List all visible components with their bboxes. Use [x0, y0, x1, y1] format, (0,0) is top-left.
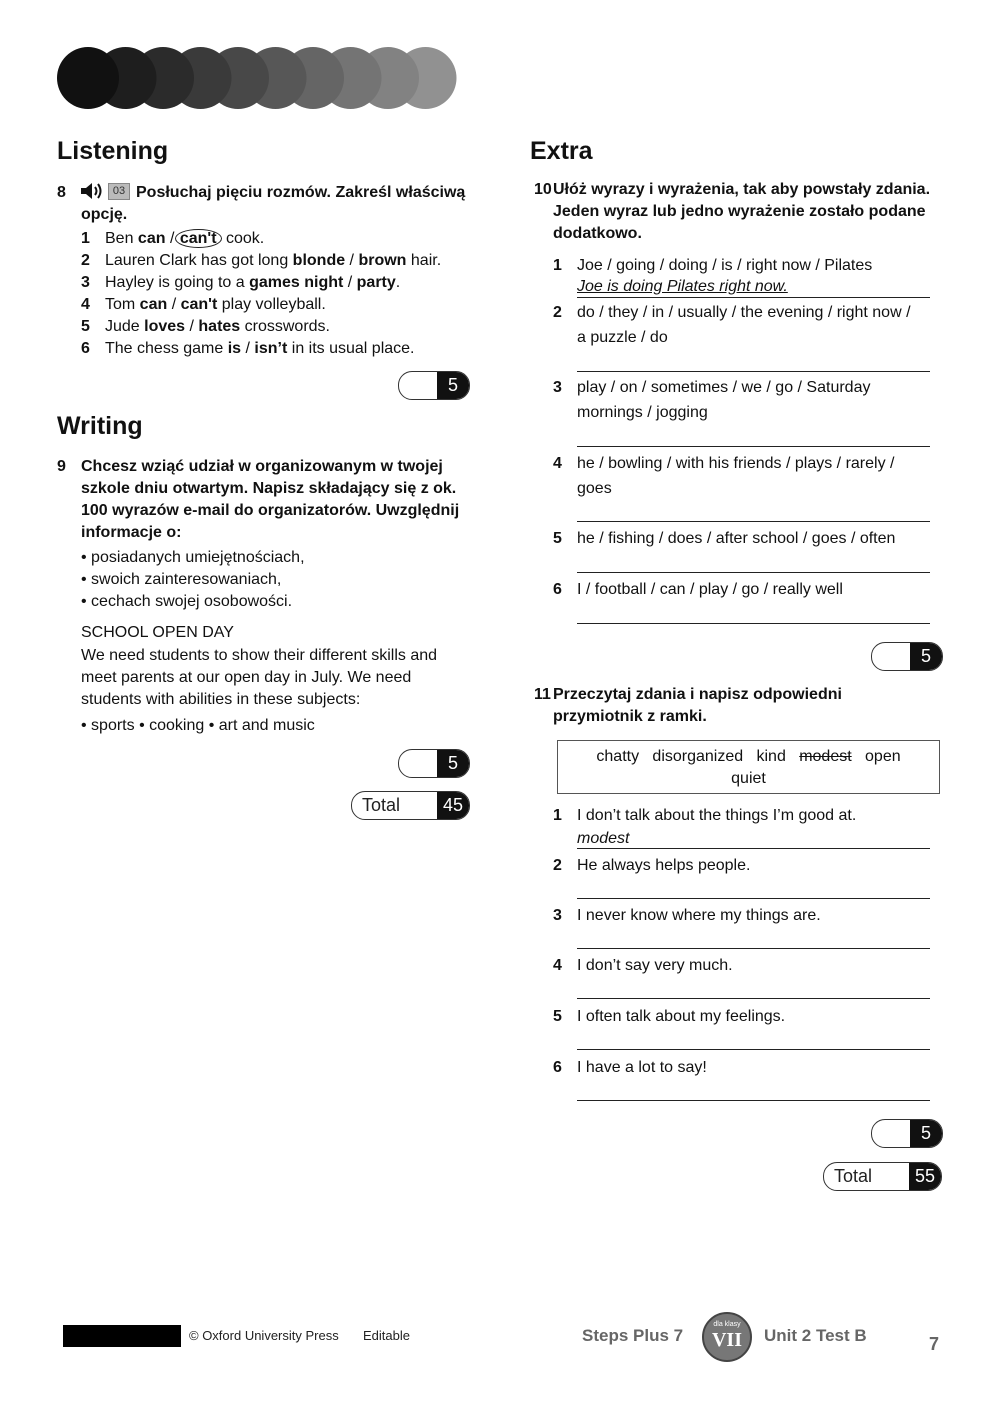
item-number: 5	[81, 318, 90, 335]
answer-option[interactable]: is	[227, 340, 242, 357]
exercise-10-score-value: 5	[910, 643, 942, 670]
item-text: in its usual place.	[287, 340, 415, 357]
listening-item	[81, 228, 481, 250]
class-badge-caption: dla klasy	[713, 1321, 741, 1328]
exercise-11-score-value: 5	[910, 1120, 942, 1147]
answer-option[interactable]: hates	[198, 318, 241, 335]
exercise-10-score-box	[871, 642, 943, 671]
answer-option[interactable]: brown	[358, 252, 407, 269]
header-circles-decoration	[57, 47, 459, 109]
class-badge-roman: VII	[711, 1329, 742, 1351]
item-text: /	[345, 252, 359, 269]
exercise-11-item	[553, 1006, 785, 1028]
exercise-10-item	[553, 528, 895, 550]
answer-line[interactable]	[577, 898, 930, 899]
item-number: 3	[553, 379, 562, 396]
item-number: 1	[553, 807, 562, 824]
item-text: The chess game	[105, 340, 228, 357]
item-text: hair.	[406, 252, 442, 269]
answer-line[interactable]	[577, 521, 930, 522]
total-value: 45	[437, 792, 469, 819]
item-number: 1	[553, 257, 562, 274]
extra-title: Extra	[530, 137, 593, 165]
listening-item	[81, 316, 481, 338]
word-prompt: do / they / in / usually / the evening / right now /	[577, 304, 911, 321]
item-text: /	[185, 318, 199, 335]
exercise-11-score-box	[871, 1119, 943, 1148]
total-label: Total	[362, 795, 401, 815]
notice-title: SCHOOL OPEN DAY	[81, 624, 234, 641]
notice-subjects: • sports • cooking • art and music	[81, 717, 315, 734]
item-number: 4	[553, 455, 562, 472]
exercise-10-instruction: Ułóż wyrazy i wyrażenia, tak aby powstały zdania. Jeden wyraz lub jedno wyrażenie zostało podane dodatkowo.	[553, 181, 931, 242]
answer-line[interactable]	[577, 848, 930, 849]
item-text: Jude	[105, 318, 145, 335]
class-badge	[702, 1312, 752, 1362]
answer-option[interactable]: can	[139, 296, 168, 313]
word-box-row	[558, 746, 939, 768]
exercise-11-number: 11	[534, 686, 551, 703]
footer-book-title: Steps Plus 7	[582, 1326, 684, 1345]
item-text: cook.	[221, 230, 265, 247]
word-modest-crossed: modest	[799, 748, 852, 765]
exercise-8-number: 8	[57, 184, 66, 201]
item-text: Tom	[105, 296, 140, 313]
item-number: 2	[553, 857, 562, 874]
item-text: Ben	[105, 230, 138, 247]
item-text: play volleyball.	[217, 296, 326, 313]
answer-option[interactable]: games night	[249, 274, 344, 291]
writing-title: Writing	[57, 412, 143, 440]
item-text: Lauren Clark has got long	[105, 252, 293, 269]
item-text: /	[167, 296, 181, 313]
total-value: 55	[909, 1163, 941, 1190]
writing-bullets	[81, 547, 461, 613]
item-number: 5	[553, 1008, 562, 1025]
word-prompt: Joe / going / doing / is / right now / Pilates	[577, 257, 873, 274]
item-number: 5	[553, 530, 562, 547]
item-text: .	[395, 274, 401, 291]
answer-line[interactable]	[577, 948, 930, 949]
writing-bullet: • swoich zainteresowaniach,	[81, 571, 282, 588]
word-open: open	[865, 748, 901, 765]
item-number: 1	[81, 230, 90, 247]
total-label: Total	[834, 1166, 873, 1186]
writing-score-box	[398, 749, 470, 778]
answer-option[interactable]: can	[137, 230, 166, 247]
answer-line[interactable]	[577, 998, 930, 999]
listening-items	[81, 228, 481, 360]
answer-option[interactable]: party	[356, 274, 396, 291]
circled-answer-option[interactable]: can't	[175, 229, 222, 248]
footer-unit: Unit 2 Test B	[764, 1326, 867, 1345]
exercise-10-item	[553, 377, 870, 399]
word-prompt-continued: a puzzle / do	[577, 329, 668, 346]
word-prompt: he / fishing / does / after school / goes / often	[577, 530, 896, 547]
sentence: I don’t say very much.	[577, 957, 733, 974]
total-score-box-right	[823, 1162, 942, 1191]
exercise-10-number: 10	[534, 181, 552, 198]
answer-line[interactable]	[577, 1100, 930, 1101]
example-answer: Joe is doing Pilates right now.	[577, 278, 788, 295]
answer-option[interactable]: loves	[144, 318, 186, 335]
answer-line[interactable]	[577, 297, 930, 298]
item-text: /	[241, 340, 255, 357]
writing-bullet: • posiadanych umiejętnościach,	[81, 549, 305, 566]
sentence: He always helps people.	[577, 857, 751, 874]
item-number: 6	[553, 581, 562, 598]
answer-option[interactable]: can't	[180, 296, 218, 313]
word-kind: kind	[756, 748, 786, 765]
word-quiet: quiet	[731, 770, 766, 787]
answer-line[interactable]	[577, 623, 930, 624]
listening-item	[81, 250, 481, 272]
total-score-box-left	[351, 791, 470, 820]
exercise-9-instruction: Chcesz wziąć udział w organizowanym w twojej szkole dniu otwartym. Napisz składający się z ok. 100 wyrazów e-mail do organizatorów. Uwzględnij informacje o:	[81, 458, 460, 541]
exercise-10-item	[553, 579, 843, 601]
listening-title: Listening	[57, 137, 169, 165]
item-number: 3	[553, 907, 562, 924]
answer-line[interactable]	[577, 572, 930, 573]
exercise-11-item	[553, 855, 750, 877]
exercise-11-item	[553, 805, 856, 827]
item-number: 2	[81, 252, 90, 269]
answer-option[interactable]: blonde	[292, 252, 346, 269]
answer-line[interactable]	[577, 371, 930, 372]
listening-item	[81, 338, 481, 360]
item-number: 6	[553, 1059, 562, 1076]
word-prompt-continued: goes	[577, 480, 612, 497]
word-box	[557, 740, 940, 794]
item-number: 4	[81, 296, 90, 313]
example-answer: modest	[577, 830, 630, 847]
listening-score-box	[398, 371, 470, 400]
decor-circle	[57, 47, 119, 109]
sentence: I don’t talk about the things I’m good at.	[577, 807, 857, 824]
answer-line[interactable]	[577, 1049, 930, 1050]
word-prompt: I / football / can / play / go / really well	[577, 581, 843, 598]
page-number: 7	[929, 1334, 940, 1354]
listening-item	[81, 272, 481, 294]
exercise-10-item	[553, 255, 872, 277]
sentence: I have a lot to say!	[577, 1059, 707, 1076]
listening-item	[81, 294, 481, 316]
item-number: 3	[81, 274, 90, 291]
exercise-11-item	[553, 905, 821, 927]
answer-option[interactable]: isn’t	[254, 340, 288, 357]
writing-bullet: • cechach swojej osobowości.	[81, 593, 293, 610]
word-chatty: chatty	[596, 748, 640, 765]
exercise-11-item	[553, 955, 733, 977]
exercise-9-number: 9	[57, 458, 66, 475]
exercise-11-item	[553, 1057, 707, 1079]
footer-editable: Editable	[363, 1328, 410, 1343]
writing-score-value: 5	[437, 750, 469, 777]
word-prompt: play / on / sometimes / we / go / Saturday	[577, 379, 871, 396]
notice-body: We need students to show their different skills and meet parents at our open day in July. We need students with abilities in these subjects:	[81, 647, 438, 708]
sentence: I often talk about my feelings.	[577, 1008, 786, 1025]
exercise-10-item	[553, 302, 911, 324]
item-text: /	[165, 230, 179, 247]
answer-line[interactable]	[577, 446, 930, 447]
item-number: 6	[81, 340, 90, 357]
item-number: 4	[553, 957, 562, 974]
sentence: I never know where my things are.	[577, 907, 821, 924]
word-prompt-continued: mornings / jogging	[577, 404, 708, 421]
item-text: Hayley is going to a	[105, 274, 250, 291]
word-disorganized: disorganized	[652, 748, 744, 765]
footer-black-bar	[63, 1325, 181, 1347]
word-prompt: he / bowling / with his friends / plays / rarely /	[577, 455, 895, 472]
exercise-8-instruction: Posłuchaj pięciu rozmów. Zakreśl właściwą opcję.	[81, 184, 466, 223]
exercise-11-instruction: Przeczytaj zdania i napisz odpowiedni przymiotnik z ramki.	[553, 686, 842, 725]
item-number: 2	[553, 304, 562, 321]
footer-copyright: © Oxford University Press	[189, 1328, 339, 1343]
track-number-badge: 03	[108, 183, 130, 200]
listening-score-value: 5	[437, 372, 469, 399]
item-text: crosswords.	[240, 318, 330, 335]
exercise-10-item	[553, 453, 894, 475]
item-text: /	[343, 274, 357, 291]
